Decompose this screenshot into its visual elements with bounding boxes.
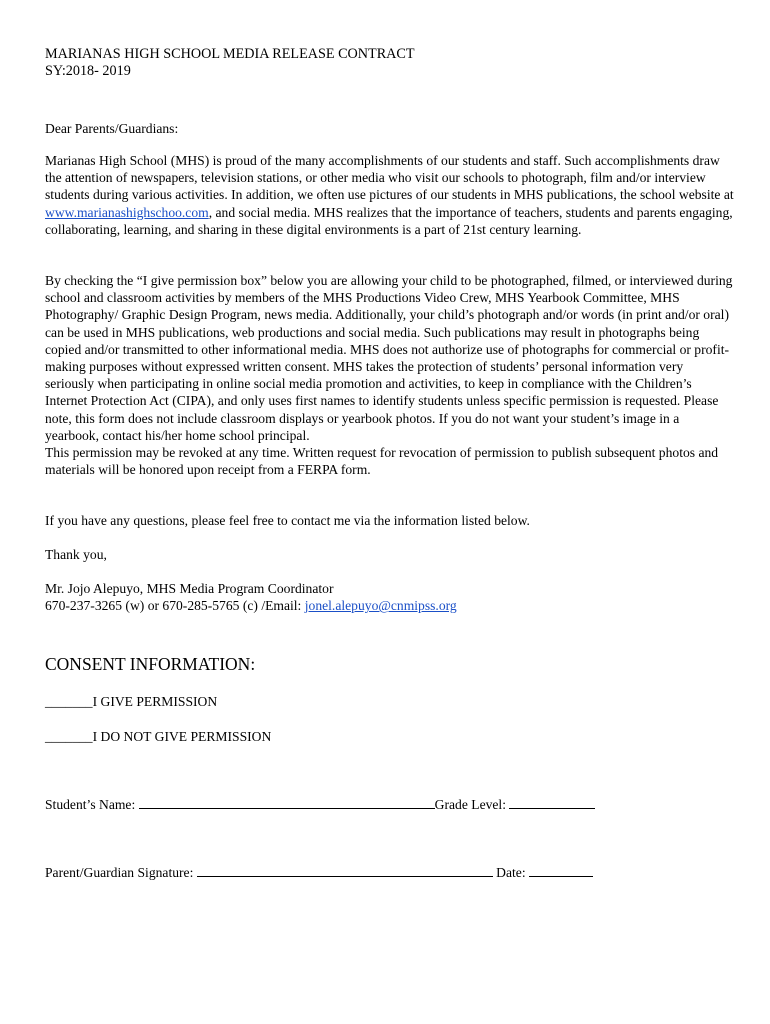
give-permission-option[interactable]	[45, 693, 735, 710]
student-info-row	[45, 796, 735, 813]
school-website-link[interactable]: www.marianashighschoo.com	[45, 204, 209, 220]
closing-text: Thank you,	[45, 547, 107, 562]
intro-text-before-link: Marianas High School (MHS) is proud of the many accomplishments of our students and staff. Such accomplishments draw the attention of newspapers, television stations, or other media who visit our schools to photograph, film and/or interview students during various activities. In addition, we often use pictures of our students in MHS publications, the school website at	[45, 153, 734, 203]
give-permission-label: I GIVE PERMISSION	[92, 694, 218, 709]
give-permission-blank[interactable]: _______	[45, 694, 93, 709]
coordinator-name: Mr. Jojo Alepuyo, MHS Media Program Coordinator	[45, 581, 334, 596]
coordinator-email-link[interactable]: jonel.alepuyo@cnmipss.org	[304, 598, 457, 614]
permission-paragraph	[45, 272, 735, 478]
not-give-permission-option[interactable]	[45, 728, 735, 745]
date-label: Date:	[496, 865, 526, 880]
intro-paragraph	[45, 152, 735, 238]
coordinator-signature	[45, 580, 735, 614]
parent-signature-label: Parent/Guardian Signature:	[45, 865, 194, 880]
not-give-permission-label: I DO NOT GIVE PERMISSION	[92, 729, 272, 744]
consent-heading: CONSENT INFORMATION:	[45, 654, 256, 674]
student-name-field[interactable]	[139, 796, 435, 809]
document-header	[45, 46, 735, 80]
salutation: Dear Parents/Guardians:	[45, 121, 179, 136]
date-field[interactable]	[529, 864, 593, 877]
revocation-text: This permission may be revoked at any time. Written request for revocation of permission to publish subsequent photos and materials will be honored upon receipt from a FERPA form.	[45, 445, 719, 478]
questions-text: If you have any questions, please feel free to contact me via the information listed below.	[45, 513, 530, 528]
grade-level-field[interactable]	[509, 796, 595, 809]
not-give-permission-blank[interactable]: _______	[45, 729, 93, 744]
parent-signature-field[interactable]	[197, 864, 493, 877]
contact-phones: 670-237-3265 (w) or 670-285-5765 (c) /Email:	[45, 598, 305, 614]
school-year: SY:2018- 2019	[45, 63, 131, 80]
document-title: MARIANAS HIGH SCHOOL MEDIA RELEASE CONTRACT	[45, 46, 415, 62]
student-name-label: Student’s Name:	[45, 797, 136, 812]
permission-text: By checking the “I give permission box” below you are allowing your child to be photographed, filmed, or interviewed during school and classroom activities by members of the MHS Productions Video Crew, MHS Yearbook Committee, MHS Photography/ Graphic Design Program, news media. Additionally, your child’s photograph and/or words (in print and/or oral) can be used in MHS publications, web productions and social media. Such publications may result in photographs being copied and/or transmitted to other informational media. MHS does not authorize use of photographs for commercial or profit-making purposes without expressed written consent. MHS takes the protection of students’ personal information very seriously when participating in online social media promotion and activities, to keep in compliance with the Children’s Internet Protection Act (CIPA), and only uses first names to identify students unless specific permission is requested. Please note, this form does not include classroom displays or yearbook photos. If you do not want your student’s image in a yearbook, contact his/her home school principal.	[45, 273, 733, 443]
grade-level-label: Grade Level:	[434, 797, 506, 812]
intro-text-after-link: , and social media. MHS realizes that the importance of teachers, students and parents engaging, collaborating, learning, and sharing in these digital environments is a part of 21st century learning.	[45, 204, 733, 237]
parent-signature-row	[45, 864, 735, 881]
coordinator-contact	[45, 597, 735, 614]
